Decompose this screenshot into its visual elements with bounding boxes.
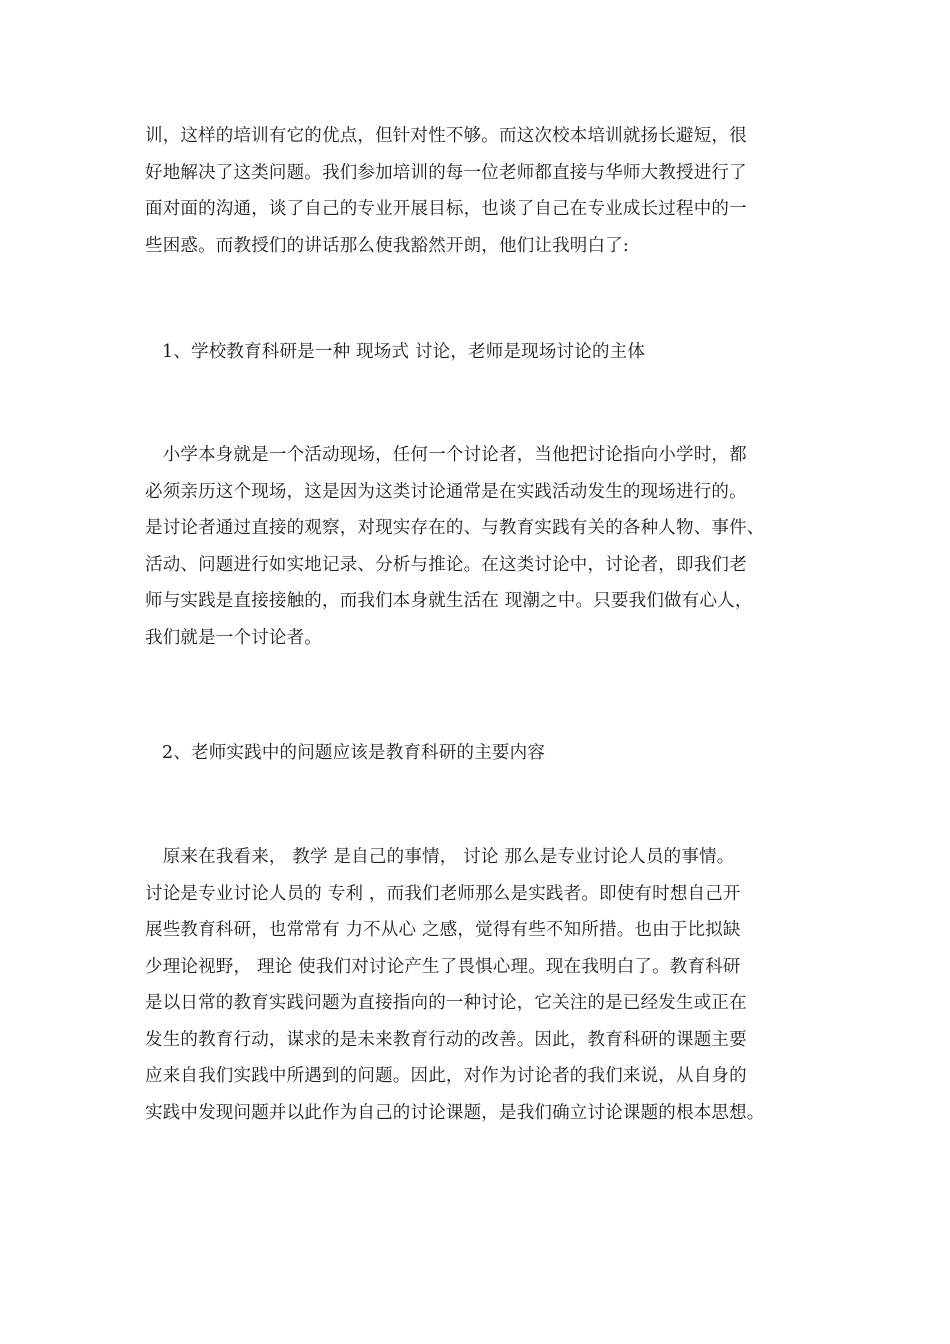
- paragraph-line: 是以日常的教育实践问题为直接指向的一种讨论，它关注的是已经发生或正在: [145, 993, 747, 1013]
- paragraph-line: 好地解决了这类问题。我们参加培训的每一位老师都直接与华师大教授进行了: [145, 162, 747, 183]
- paragraph-line: 些困惑。而教授们的讲话那么使我豁然开朗，他们让我明白了:: [145, 235, 629, 256]
- paragraph-line: 少理论视野， 理论 使我们对讨论产生了畏惧心理。现在我明白了。教育科研: [145, 956, 741, 977]
- paragraph-line: 发生的教育行动，谋求的是未来教育行动的改善。因此，教育科研的课题主要: [145, 1029, 747, 1050]
- section-heading-1: 1、学校教育科研是一种 现场式 讨论，老师是现场讨论的主体: [162, 342, 646, 362]
- paragraph-line: 原来在我看来， 教学 是自己的事情， 讨论 那么是专业讨论人员的事情。: [145, 847, 735, 867]
- paragraph-line: 小学本身就是一个活动现场，任何一个讨论者，当他把讨论指向小学时，都: [145, 445, 747, 465]
- paragraph-line: 实践中发现问题并以此作为自己的讨论课题，是我们确立讨论课题的根本思想。: [145, 1102, 765, 1123]
- section-heading-2: 2、老师实践中的问题应该是教育科研的主要内容: [162, 743, 546, 763]
- paragraph-line: 必须亲历这个现场，这是因为这类讨论通常是在实践活动发生的现场进行的。: [145, 481, 747, 502]
- section-1-paragraph: [145, 437, 815, 656]
- paragraph-line: 我们就是一个讨论者。: [145, 627, 322, 648]
- paragraph-line: 是讨论者通过直接的观察，对现实存在的、与教育实践有关的各种人物、事件、: [145, 518, 765, 538]
- paragraph-line: 面对面的沟通，谈了自己的专业开展目标，也谈了自己在专业成长过程中的一: [145, 199, 747, 219]
- section-2-paragraph: [145, 839, 815, 1131]
- paragraph-line: 师与实践是直接接触的，而我们本身就生活在 现潮之中。只要我们做有心人，: [145, 591, 753, 611]
- intro-paragraph: [145, 118, 815, 264]
- paragraph-line: 讨论是专业讨论人员的 专利 ，而我们老师那么是实践者。即使有时想自己开: [145, 883, 741, 904]
- paragraph-line: 展些教育科研，也常常有 力不从心 之感，觉得有些不知所措。也由于比拟缺: [145, 920, 741, 940]
- paragraph-line: 训，这样的培训有它的优点，但针对性不够。而这次校本培训就扬长避短，很: [145, 126, 747, 146]
- paragraph-line: 应来自我们实践中所遇到的问题。因此，对作为讨论者的我们来说，从自身的: [145, 1066, 747, 1086]
- paragraph-line: 活动、问题进行如实地记录、分析与推论。在这类讨论中，讨论者，即我们老: [145, 554, 747, 575]
